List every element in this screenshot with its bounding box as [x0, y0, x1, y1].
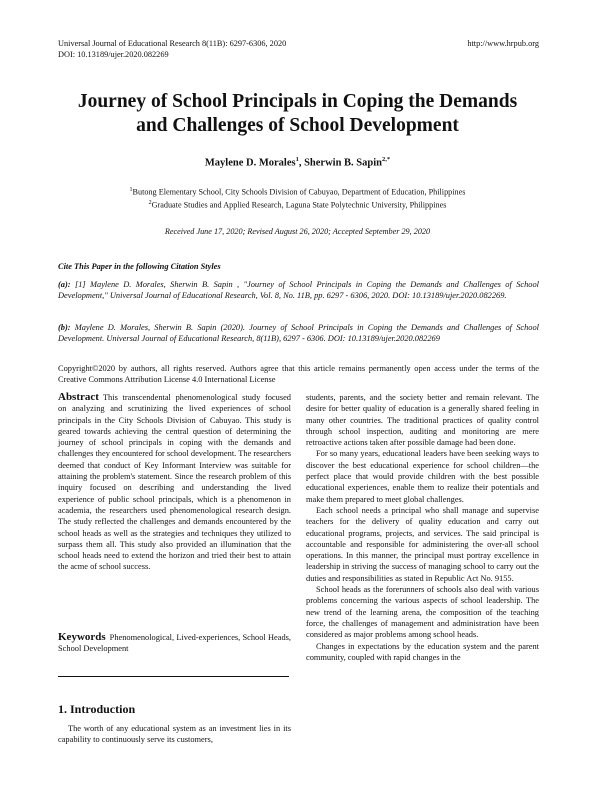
abstract-text: This transcendental phenomenological study focused on analyzing and scrutinizing the lived experiences of school principals in the City Schools Division of Cabuyao. This study is geared towards achieving the central question of determining the journey of school principals in coping with the demands and challenges they encountered for school development. The researchers deemed that conduct of Key Informant Interview was suitable for attaining the problem's statement. Since the research problem of this inquiry focused on describing and understanding the lived experience of public school principals, which is a phenomenon in academia, the researchers used phenomenological research design. The study reflected the challenges and demands encountered by the school heads as well as the strategies and techniques they utilized to surpass them all. This study also provided an illumination that the school heads need to extend the horizon and tried their best to attain the acme of school success. — [58, 393, 291, 572]
right-p4: Changes in expectations by the education system and the parent community, coupled with rapid changes in the — [306, 641, 539, 662]
journal-url[interactable]: http://www.hrpub.org — [467, 39, 539, 48]
keywords-text: Phenomenological, Lived-experiences, School Heads, School Development — [58, 633, 291, 654]
right-column — [306, 392, 539, 663]
citation-b-label: (b): — [58, 323, 71, 332]
author-separator: , — [298, 157, 305, 169]
affiliation-1-sup: 1 — [129, 187, 133, 193]
right-p2: Each school needs a principal who shall manage and supervise teachers for the delivery of quality education and carry out educational programs, projects, and services. The said principal is accountable and responsible for administering the over-all school operations. In this manner, the principal must portray excellence in leadership in striving the success of managing school to carry out the duties and responsibilities as stated in Republic Act No. 9155. — [306, 505, 539, 583]
paper-title — [40, 90, 555, 138]
doi-header: DOI: 10.13189/ujer.2020.082269 — [58, 50, 169, 59]
citation-heading: Cite This Paper in the following Citation Styles — [58, 262, 221, 271]
affiliations — [40, 185, 555, 211]
affiliation-2-sup: 2 — [148, 200, 152, 207]
author-2-sup: 2,* — [381, 156, 391, 163]
copyright-notice: Copyright©2020 by authors, all rights reserved. Authors agree that this article remains permanently open access under the terms of the Creative Commons Attribution License 4.0 International License — [58, 364, 539, 384]
citation-b — [58, 322, 539, 344]
intro-paragraph — [58, 723, 291, 746]
affiliation-1: Butong Elementary School, City Schools Division of Cabuyao, Department of Education, Philippines — [132, 187, 466, 197]
intro-p1: The worth of any educational system as an investment lies in its capability to continuously serve its customers, — [58, 724, 291, 745]
keywords-block — [58, 632, 291, 655]
author-1-name: Maylene D. Morales — [204, 157, 296, 169]
section-heading: 1. Introduction — [58, 702, 136, 716]
affiliation-2: Graduate Studies and Applied Research, Laguna State Polytechnic University, Philippines — [151, 200, 447, 210]
right-p1: For so many years, educational leaders have been seeking ways to discover the best educational experience for school children—the perfect place that would provide children with the best possible educational experiences, enable them to realize their potentials and make them prepared to meet global challenges. — [306, 449, 539, 504]
citation-a-label: (a): — [58, 280, 71, 289]
right-p3: School heads as the forerunners of schools also deal with various problems concerning the various aspects of school leadership. The new trend of the learning arena, the composition of the teaching force, the challenges of management and administration have been considered as major problems among school heads. — [306, 585, 539, 640]
title-line-2: and Challenges of School Development — [136, 115, 459, 136]
right-p0: students, parents, and the society better and remain relevant. The desire for better quality of education is a generally shared feeling in many other countries. The traditional practices of quality control through school inspection, auditing and monitoring are mere retroactive actions taken after possible damage had been done. — [306, 393, 539, 448]
author-2-name: Sherwin B. Sapin — [304, 157, 382, 169]
keywords-heading: Keywords — [58, 631, 106, 643]
author-list — [40, 156, 555, 169]
citation-a-text: [1] Maylene D. Morales, Sherwin B. Sapin , "Journey of School Principals in Coping the Demands and Challenges of School Development," Universal Journal of Educational Research, Vol. 8, No. 11B, pp. 6297 - 6306, 2020. DOI: 10.13189/ujer.2020.082269. — [58, 280, 539, 300]
abstract-block — [58, 392, 291, 573]
abstract-heading: Abstract — [58, 391, 99, 403]
received-dates: Received June 17, 2020; Revised August 26, 2020; Accepted September 29, 2020 — [164, 227, 431, 236]
citation-b-text: Maylene D. Morales, Sherwin B. Sapin (2020). Journey of School Principals in Coping the Demands and Challenges of School Development. Universal Journal of Educational Research, 8(11B), 6297 - 6306. DOI: 10.13189/ujer.2020.082269 — [58, 323, 539, 343]
title-line-1: Journey of School Principals in Coping the Demands — [77, 91, 518, 112]
citation-a — [58, 279, 539, 301]
journal-header: Universal Journal of Educational Research 8(11B): 6297-6306, 2020 — [58, 39, 287, 48]
author-1-sup: 1 — [295, 156, 299, 163]
section-divider — [58, 676, 289, 677]
